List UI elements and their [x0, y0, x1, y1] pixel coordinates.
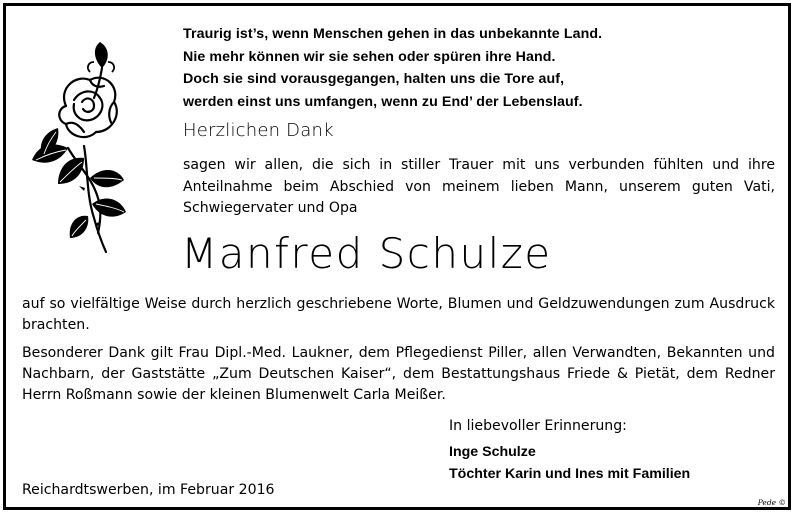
thanks-heading: Herzlichen Dank [183, 120, 334, 141]
poem-line: Traurig ist’s, wenn Menschen gehen in das unbekannte Land. [183, 26, 603, 42]
rose-illustration-icon [28, 28, 138, 258]
signer-name: Inge Schulze [449, 444, 536, 460]
poem-line: werden einst uns umfangen, wenn zu End’ der Lebenslauf. [183, 93, 583, 110]
deceased-name: Manfred Schulze [181, 229, 552, 278]
poem [183, 23, 602, 113]
poem-line: Nie mehr können wir sie sehen oder spüren ihre Hand. [183, 48, 556, 65]
signoff: In liebevoller Erinnerung: [449, 418, 627, 434]
poem-line: Doch sie sind vorausgegangen, halten uns die Tore auf, [183, 71, 565, 87]
special-thanks-paragraph: Besonderer Dank gilt Frau Dipl.-Med. Laukner, dem Pflegedienst Piller, allen Verwandten, Bekannten und Nachbarn, der Gaststätte „Zum Deutschen Kaiser“, dem Bestattungshaus Friede & Pietät, dem Redner Herrn Roßmann sowie der kleinen Blumenwelt Carla Meißer. [22, 345, 775, 403]
signer-name: Töchter Karin und Ines mit Familien [449, 466, 691, 482]
thanks-paragraph: auf so vielfältige Weise durch herzlich geschriebene Worte, Blumen und Geldzuwendungen zum Ausdruck brachten. [22, 296, 775, 333]
thanks-intro: sagen wir allen, die sich in stiller Trauer mit uns verbunden fühlten und ihre Anteilnahme beim Abschied von meinem lieben Mann, unserem guten Vati, Schwiegervater und Opa [183, 157, 775, 216]
copyright-mark: Pede © [757, 498, 786, 507]
place-date: Reichardtswerben, im Februar 2016 [22, 482, 275, 498]
